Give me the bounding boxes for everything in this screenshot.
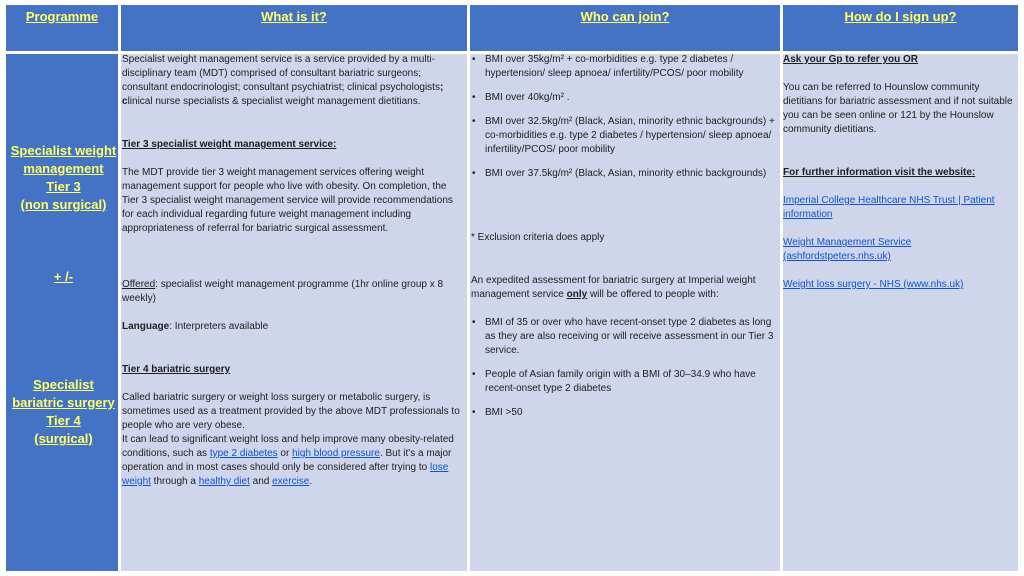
type2-diabetes-link[interactable]: type 2 diabetes	[209, 448, 278, 459]
expedited-list	[470, 316, 778, 420]
list-item: • BMI >50	[470, 406, 778, 420]
tier4-label	[6, 376, 121, 448]
language-value: : Interpreters available	[169, 321, 269, 332]
further-info-text: For further information visit the website:	[783, 167, 976, 178]
tier3-line-4: (non surgical)	[20, 197, 107, 212]
programme-cell	[6, 54, 118, 571]
header-how-label: How do I sign up?	[844, 9, 957, 24]
header-how	[783, 5, 1018, 51]
who-cell	[470, 54, 780, 571]
intro-text-b: linical nurse specialists & specialist weight management dietitians.	[127, 96, 421, 107]
ask-gp-text: Ask your Gp to refer you OR	[783, 54, 919, 65]
offered-text	[122, 278, 465, 306]
how-cell	[783, 54, 1018, 571]
language-text	[122, 320, 465, 334]
tier4-line-4: (surgical)	[34, 431, 93, 446]
eligibility-list	[470, 53, 778, 181]
expedited-only: only	[566, 289, 588, 300]
tier4-p3-text: . But it's a major operation and in most cases should only be considered after trying to	[122, 448, 452, 473]
tier4-p2	[122, 433, 465, 489]
imperial-link[interactable]: Imperial College Healthcare NHS Trust | Patient information	[783, 195, 995, 220]
ashford-link[interactable]: Weight Management Service (ashfordstpeters.nhs.uk)	[783, 237, 912, 262]
lose-weight-link[interactable]: lose weight	[122, 462, 449, 487]
tier3-heading: Tier 3 specialist weight management service:	[122, 139, 337, 150]
language-label: Language	[122, 321, 170, 332]
list-item: • BMI over 35kg/m² + co-morbidities e.g. type 2 diabetes / hypertension/ sleep apnoea/ infertility/PCOS/ poor mobility	[470, 53, 778, 81]
plus-minus-text: + /-	[53, 269, 74, 284]
end-text: .	[309, 476, 313, 487]
header-who-label: Who can join?	[580, 9, 670, 24]
header-what	[121, 5, 467, 51]
list-item: • BMI over 37.5kg/m² (Black, Asian, minority ethnic backgrounds)	[470, 167, 778, 181]
list-item: • BMI of 35 or over who have recent-onset type 2 diabetes as long as they are also receiving or will receive assessment in our Tier 3 service.	[470, 316, 778, 358]
expedited-b: will be offered to people with:	[587, 289, 719, 300]
exclusion-note: * Exclusion criteria does apply	[471, 232, 605, 243]
tier3-body: The MDT provide tier 3 weight management services offering weight management support for people who live with obesity. On completion, the Tier 3 specialist weight management service will provide recommendations for each individual regarding future weight management including appropriateness of referral for bariatric surgical assessment.	[122, 167, 453, 234]
intro-text-a: Specialist weight management service is a service provided by a multi-disciplinary team (MDT) comprised of consultant bariatric surgeons; consultant endocrinologist; consultant psychiatrist; clinical psychologists	[122, 54, 440, 93]
plus-minus-label	[6, 268, 121, 286]
expedited-text	[471, 274, 779, 302]
tier4-heading: Tier 4 bariatric surgery	[122, 364, 231, 375]
what-intro	[122, 53, 465, 109]
tier4-line-2: bariatric surgery	[12, 395, 115, 410]
intro-sep: ; c	[122, 82, 444, 107]
offered-label: Offered	[122, 279, 156, 290]
high-blood-pressure-link[interactable]: high blood pressure	[292, 448, 380, 459]
list-item: • BMI over 32.5kg/m² (Black, Asian, minority ethnic backgrounds) + co-morbidities e.g. type 2 diabetes / hypertension/ sleep apnoea/ infertility/PCOS/ poor mobility	[470, 115, 778, 157]
through-text: through a	[150, 476, 199, 487]
tier4-p2-text: It can lead to significant weight loss and help improve many obesity-related conditions, such as	[122, 434, 454, 459]
list-item: • BMI over 40kg/m² .	[470, 91, 778, 105]
tier3-line-3: Tier 3	[46, 179, 81, 194]
tier3-line-1: Specialist weight	[10, 143, 117, 158]
tier4-line-1: Specialist	[33, 377, 94, 392]
header-programme-label: Programme	[25, 9, 99, 24]
exercise-link[interactable]: exercise	[272, 476, 310, 487]
header-who	[470, 5, 780, 51]
or-text: or	[277, 448, 293, 459]
tier4-p1: Called bariatric surgery or weight loss surgery or metabolic surgery, is sometimes used as a treatment provided by the above MDT professionals to people who are very obese.	[122, 392, 460, 431]
healthy-diet-link[interactable]: healthy diet	[198, 476, 250, 487]
referral-text: You can be referred to Hounslow community dietitians for bariatric assessment and if not suitable you can be seen online or 121 by the Hounslow community dietitians.	[783, 82, 1013, 135]
offered-value: : specialist weight management programme (1hr online group x 8 weekly)	[122, 279, 444, 304]
nhs-link[interactable]: Weight loss surgery - NHS (www.nhs.uk)	[783, 279, 964, 290]
header-what-label: What is it?	[261, 9, 327, 24]
header-programme	[6, 5, 118, 51]
expedited-a: An expedited assessment for bariatric surgery at Imperial weight management service	[471, 275, 756, 300]
list-item: • People of Asian family origin with a BMI of 30–34.9 who have recent-onset type 2 diabetes	[470, 368, 778, 396]
tier4-line-3: Tier 4	[46, 413, 81, 428]
tier3-line-2: management	[23, 161, 104, 176]
what-cell	[121, 54, 467, 571]
tier3-label	[6, 142, 121, 214]
and-text: and	[249, 476, 273, 487]
